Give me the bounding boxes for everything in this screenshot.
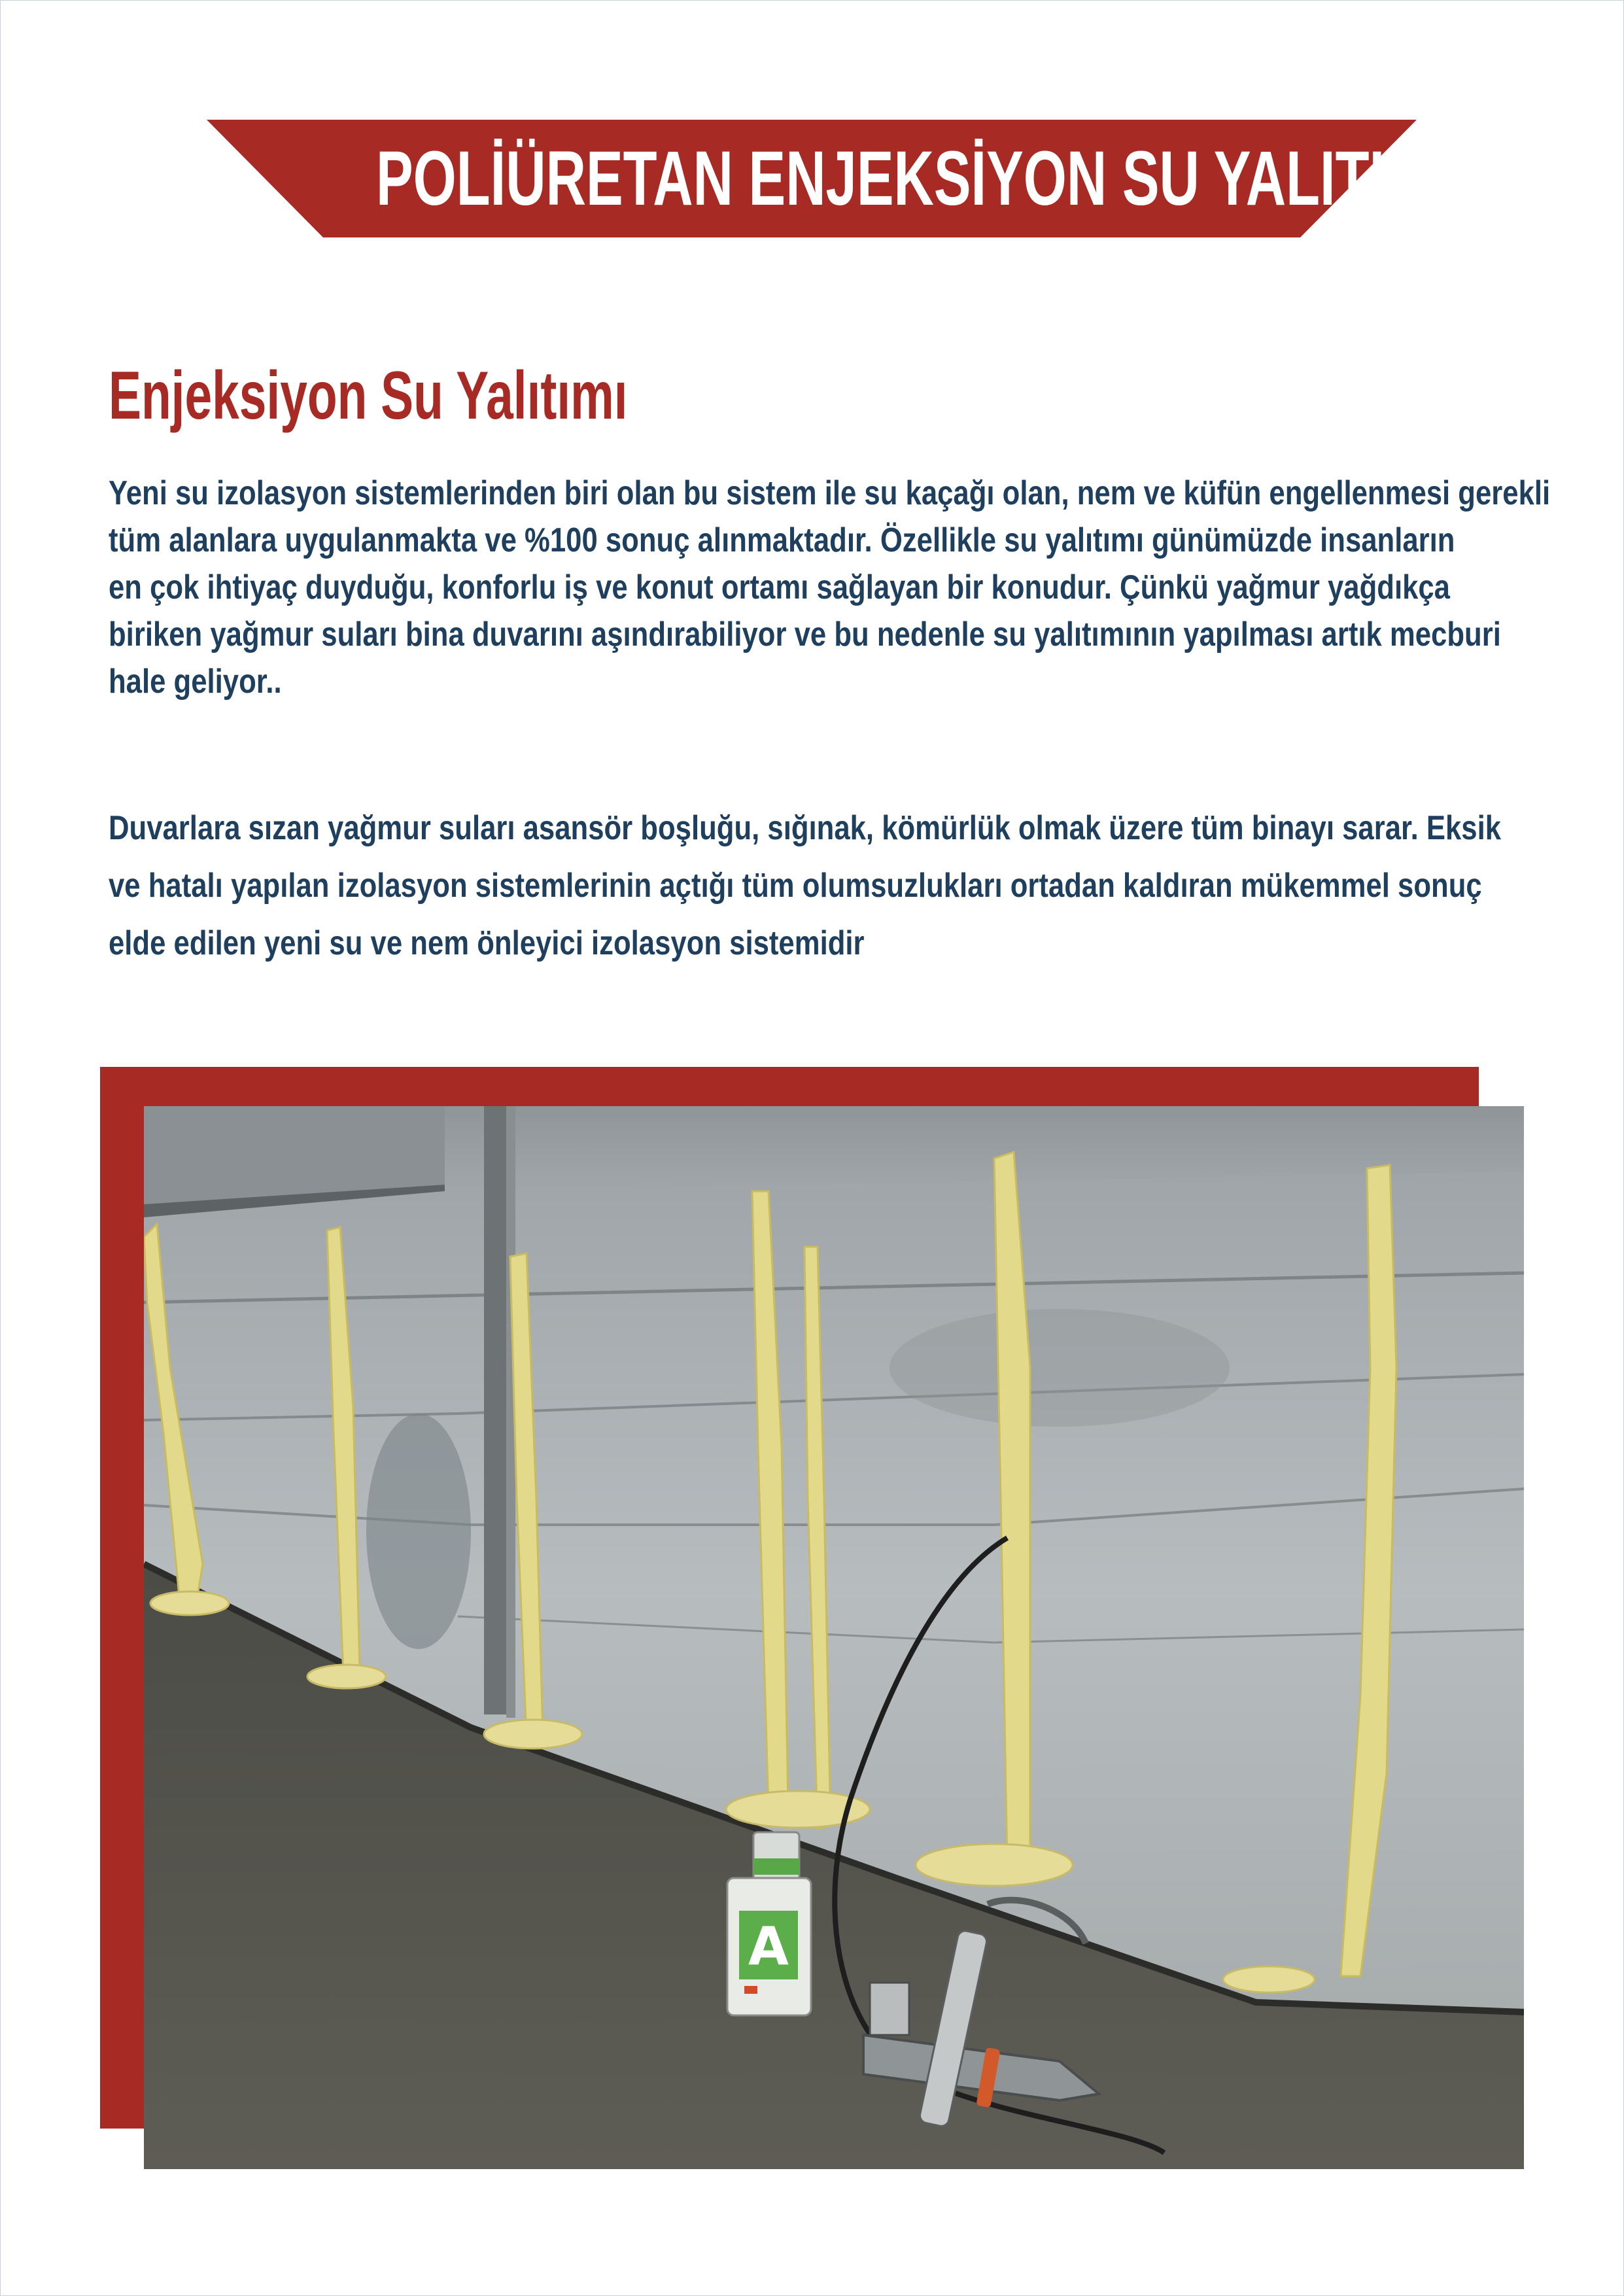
photo-illustration: [144, 1106, 1524, 2169]
paragraph-line: elde edilen yeni su ve nem önleyici izolasyon sistemidir: [109, 924, 865, 962]
paragraph-line: ve hatalı yapılan izolasyon sistemlerinin açtığı tüm olumsuzlukları ortadan kaldıran mükemmel sonuç: [109, 867, 1482, 905]
can-label: A: [748, 1916, 789, 1977]
section-heading: Enjeksiyon Su Yalıtımı: [109, 358, 628, 434]
paragraph-line: biriken yağmur suları bina duvarını aşındırabiliyor ve bu nedenle su yalıtımının yapılması artık mecburi: [109, 616, 1501, 653]
title-banner: [207, 120, 1447, 237]
wall-injection-photo: [144, 1106, 1524, 2169]
paragraph-line: tüm alanlara uygulanmakta ve %100 sonuç alınmaktadır. Özellikle su yalıtımı günümüzde insanların: [109, 521, 1455, 559]
paragraph-line: hale geliyor..: [109, 663, 282, 701]
paragraph-line: Duvarlara sızan yağmur suları asansör boşluğu, sığınak, kömürlük olmak üzere tüm binayı sarar. Eksik: [109, 809, 1502, 847]
page-title: POLİÜRETAN ENJEKSİYON SU YALITIMI: [376, 135, 1447, 222]
paragraph-line: en çok ihtiyaç duyduğu, konforlu iş ve konut ortamı sağlayan bir konudur. Çünkü yağmur yağdıkça: [109, 568, 1450, 606]
second-paragraph: [109, 799, 1624, 972]
intro-paragraph: [109, 470, 1624, 705]
paragraph-line: Yeni su izolasyon sistemlerinden biri olan bu sistem ile su kaçağı olan, nem ve küfün engellenmesi gerekli: [109, 474, 1551, 512]
